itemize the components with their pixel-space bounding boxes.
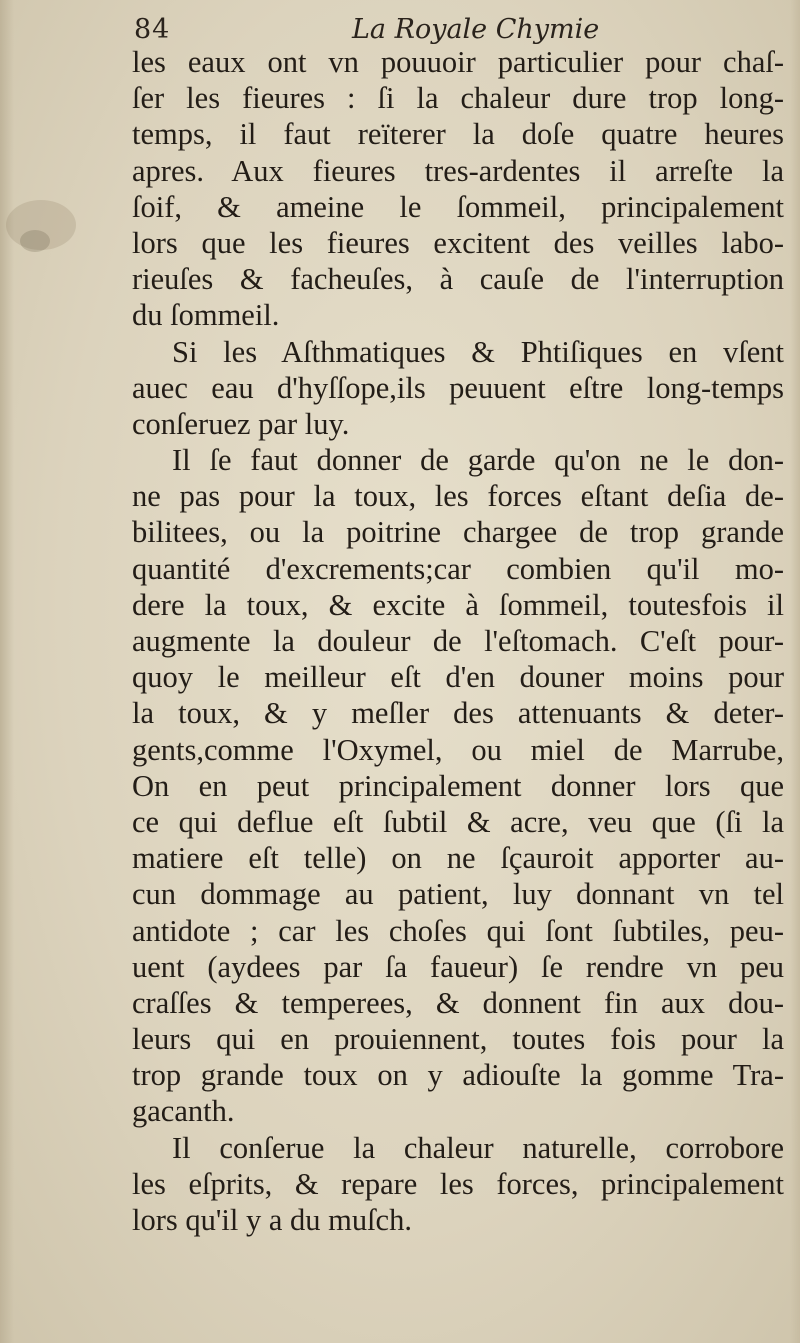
text-line: quantité d'excrements;car combien qu'il mo- [132,551,784,586]
text-line: ce qui deflue eſt ſubtil & acre, veu que (ſi la [132,804,784,839]
paragraph [132,44,784,334]
text-line: On en peut principalement donner lors que [132,768,784,803]
text-line: uent (aydees par ſa faueur) ſe rendre vn peu [132,949,784,984]
text-line: la toux, & y meſler des attenuants & deter- [132,696,784,731]
text-line: lors que les fieures excitent des veilles labo- [132,225,784,260]
text-line: gacanth. [132,1094,235,1129]
text-line: rieuſes & facheuſes, à cauſe de l'interruption [132,262,784,297]
text-line: apres. Aux fieures tres-ardentes il arreſte la [132,153,784,188]
text-line: quoy le meilleur eſt d'en douner moins pour [132,660,784,695]
text-line: les eaux ont vn pouuoir particulier pour chaſ- [132,45,784,79]
text-line: ſer les fieures : ſi la chaleur dure trop long- [132,81,784,116]
text-line: cun dommage au patient, luy donnant vn tel [132,877,784,912]
running-head: La Royale Chymie [352,14,600,45]
text-line: les eſprits, & repare les forces, principalement [132,1166,784,1201]
text-line: Il ſe faut donner de garde qu'on ne le don- [172,443,784,478]
text-line: matiere eſt telle) on ne ſçauroit apporter au- [132,841,784,876]
page-number: 84 [134,14,171,45]
text-line: gents,comme l'Oxymel, ou miel de Marrube, [132,732,784,767]
text-line: craſſes & temperees, & donnent fin aux dou- [132,985,784,1020]
text-line: ſoif, & ameine le ſommeil, principalement [132,189,784,224]
text-line: auec eau d'hyſſope,ils peuuent eſtre long-temps [132,370,784,405]
text-line: bilitees, ou la poitrine chargee de trop grande [132,515,784,550]
text-line: conſeruez par luy. [132,406,350,441]
paragraph [132,442,784,1130]
text-line: du ſommeil. [132,298,280,333]
text-line: Il conſerue la chaleur naturelle, corrobore [172,1130,784,1165]
text-line: trop grande toux on y adiouſte la gomme Tra- [132,1058,784,1093]
text-line: augmente la douleur de l'eſtomach. C'eſt pour- [132,624,784,658]
text-line: lors qu'il y a du muſch. [132,1203,412,1237]
text-line: ne pas pour la toux, les forces eſtant deſia de- [132,479,784,514]
body-text [132,44,784,1238]
paragraph [132,334,784,443]
text-line: temps, il faut reïterer la doſe quatre heures [132,117,784,152]
paragraph [132,1130,784,1239]
text-line: antidote ; car les choſes qui ſont ſubtiles, peu- [132,913,784,948]
text-line: leurs qui en prouiennent, toutes fois pour la [132,1022,784,1057]
text-line: dere la toux, & excite à ſommeil, toutesfois il [132,587,784,622]
text-line: Si les Aſthmatiques & Phtiſiques en vſent [172,334,784,369]
paper-stain [20,230,50,252]
